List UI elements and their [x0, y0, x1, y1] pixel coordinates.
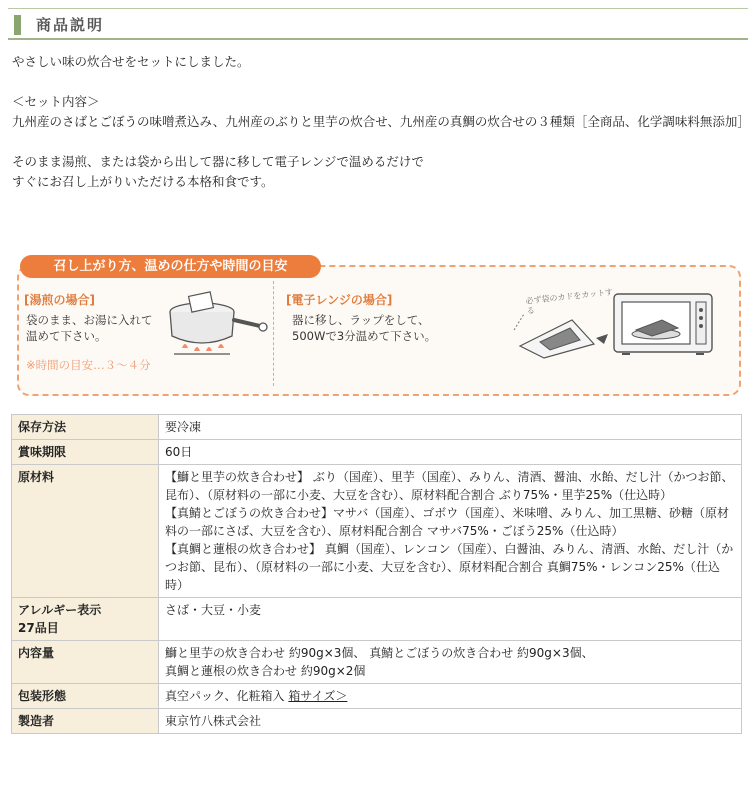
guide-divider — [273, 281, 274, 386]
storage-label: 保存方法 — [12, 415, 159, 440]
spec-table — [11, 414, 742, 734]
allergy-label-line-2: 27品目 — [18, 621, 59, 635]
usage-line-1: そのまま湯煎、または袋から出して器に移して電子レンジで温めるだけで — [12, 154, 424, 169]
pouch-icon — [510, 300, 610, 360]
boil-text-2: 温めて下さい。 — [26, 329, 107, 343]
packaging-label: 包装形態 — [12, 684, 159, 709]
pot-icon — [160, 288, 272, 360]
header-bottom-rule — [8, 38, 748, 40]
boil-heading: [湯煎の場合] — [24, 293, 95, 307]
box-size-link[interactable]: 箱サイズ＞ — [288, 689, 348, 703]
boil-text-1: 袋のまま、お湯に入れて — [26, 313, 153, 327]
usage-line-2: すぐにお召し上がりいただける本格和食です。 — [12, 174, 274, 189]
table-row — [12, 641, 742, 684]
table-row — [12, 684, 742, 709]
packaging-value — [159, 684, 742, 709]
intro-line: やさしい味の炊合せをセットにしました。 — [12, 54, 250, 69]
table-row — [12, 709, 742, 734]
heating-guide-title: 召し上がり方、温めの仕方や時間の目安 — [20, 255, 321, 278]
cut-corner-note: 必ず袋のカドをカットする — [525, 287, 614, 316]
storage-value: 要冷凍 — [159, 415, 742, 440]
table-row — [12, 440, 742, 465]
maker-label: 製造者 — [12, 709, 159, 734]
microwave-icon — [612, 290, 716, 358]
microwave-text-1: 器に移し、ラップをして、 — [292, 313, 430, 327]
contents-line-1: 鰤と里芋の炊き合わせ 約90g×3個、 真鯖とごぼうの炊き合わせ 約90g×3個、 — [165, 646, 594, 660]
allergy-label-line-1: アレルギー表示 — [18, 603, 102, 617]
expiry-label: 賞味期限 — [12, 440, 159, 465]
section-header — [8, 4, 748, 40]
ingredients-line: 【鰤と里芋の炊き合わせ】 ぶり（国産）、里芋（国産）、みりん、清酒、醤油、水飴、だし汁（かつお節、昆布）、（原材料の一部に小麦、大豆を含む）、原材料配合割合 ぶり75%・里芋25%（仕込時） — [165, 470, 734, 502]
allergy-label — [12, 598, 159, 641]
boil-time-note: ※時間の目安…３～４分 — [26, 358, 151, 372]
ingredients-line: 【真鯛と蓮根の炊き合わせ】 真鯛（国産）、レンコン（国産）、白醤油、みりん、清酒、水飴、だし汁（かつお節、昆布）、（原材料の一部に小麦、大豆を含む）、原材料配合割合 真鯛75%・レンコン25%（仕込時） — [165, 542, 734, 592]
expiry-value: 60日 — [159, 440, 742, 465]
table-row — [12, 598, 742, 641]
set-contents-text: 九州産のさばとごぼうの味噌煮込み、九州産のぶりと里芋の炊合せ、九州産の真鯛の炊合せの３種類［全商品、化学調味料無添加］ — [12, 114, 750, 129]
table-row — [12, 415, 742, 440]
section-title: 商品説明 — [36, 16, 105, 34]
header-accent-bar — [14, 15, 21, 35]
product-description — [12, 52, 750, 192]
contents-label: 内容量 — [12, 641, 159, 684]
ingredients-line: 【真鯖とごぼうの炊き合わせ】マサバ（国産）、ゴボウ（国産）、米味噌、みりん、加工黒糖、砂糖（原材料の一部にさば、大豆を含む）、原材料配合割合 マサバ75%・ごぼう25%（仕込時） — [165, 506, 730, 538]
contents-value — [159, 641, 742, 684]
microwave-heading: [電子レンジの場合] — [286, 293, 393, 307]
header-top-rule — [8, 8, 748, 9]
microwave-text-2: 500Wで3分温めて下さい。 — [292, 329, 437, 343]
packaging-text: 真空パック、化粧箱入 — [165, 689, 289, 703]
set-heading: ＜セット内容＞ — [12, 94, 100, 109]
ingredients-label: 原材料 — [12, 465, 159, 598]
ingredients-value — [159, 465, 742, 598]
table-row — [12, 465, 742, 598]
allergy-value: さば・大豆・小麦 — [159, 598, 742, 641]
contents-line-2: 真鯛と蓮根の炊き合わせ 約90g×2個 — [165, 664, 366, 678]
maker-value: 東京竹八株式会社 — [159, 709, 742, 734]
